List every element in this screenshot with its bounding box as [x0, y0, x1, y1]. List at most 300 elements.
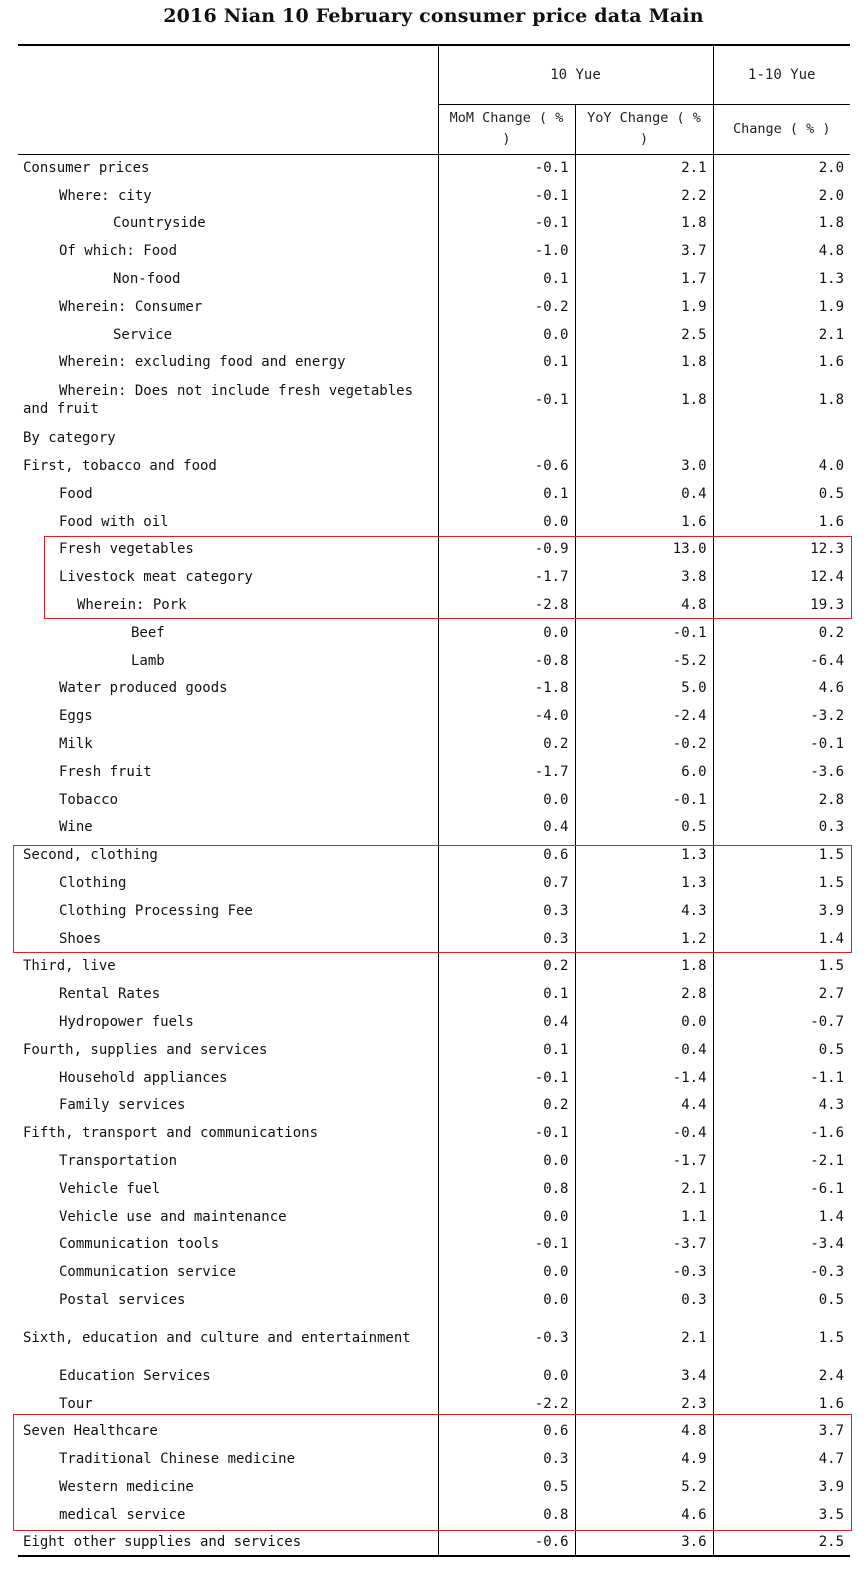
row-label-text: Hydropower fuels: [59, 1014, 194, 1030]
table-row: [18, 1501, 850, 1529]
row-label-text: Vehicle use and maintenance: [59, 1208, 287, 1225]
cell-yoy: 4.8: [575, 1417, 713, 1445]
table-row: [18, 237, 850, 265]
row-label: [18, 563, 438, 591]
cell-cum: 2.0: [713, 154, 850, 182]
row-label: [18, 897, 438, 925]
cell-yoy: 1.8: [575, 953, 713, 981]
cell-mom: -0.1: [438, 182, 575, 210]
row-label: [18, 508, 438, 536]
cell-yoy: 0.5: [575, 814, 713, 842]
row-label-text: Food with oil: [59, 513, 169, 530]
row-label: [18, 1230, 438, 1258]
cell-mom: 0.4: [438, 1008, 575, 1036]
row-label: [18, 349, 438, 377]
cell-cum: 1.5: [713, 869, 850, 897]
row-label: [18, 237, 438, 265]
cell-cum: -0.7: [713, 1008, 850, 1036]
row-label: [18, 1417, 438, 1445]
row-label-text: Fourth, supplies and services: [23, 1041, 268, 1058]
cell-cum: 1.8: [713, 210, 850, 238]
row-label-text: Second, clothing: [23, 847, 158, 864]
table-row: [18, 897, 850, 925]
row-label-text: Education Services: [59, 1367, 211, 1384]
row-label-text: Beef: [131, 624, 165, 641]
label-header-cell: [18, 45, 438, 154]
cell-mom: -0.3: [438, 1314, 575, 1362]
cell-yoy: 3.7: [575, 237, 713, 265]
cell-cum: 4.3: [713, 1092, 850, 1120]
row-label: [18, 1314, 438, 1362]
row-label: [18, 1036, 438, 1064]
table-row: [18, 321, 850, 349]
row-label-text: By category: [23, 430, 116, 447]
cell-mom: -1.7: [438, 563, 575, 591]
table-row: [18, 1417, 850, 1445]
row-label-text: Sixth, education and culture and entertainment: [23, 1329, 411, 1346]
table-row: [18, 349, 850, 377]
cell-cum: -3.4: [713, 1230, 850, 1258]
row-label-text: Fifth, transport and communications: [23, 1125, 319, 1142]
row-label: [18, 869, 438, 897]
table-row: [18, 786, 850, 814]
table-row: [18, 1203, 850, 1231]
row-label: [18, 619, 438, 647]
cell-cum: 0.2: [713, 619, 850, 647]
table-row: [18, 647, 850, 675]
cell-mom: 0.0: [438, 1147, 575, 1175]
table-row: [18, 814, 850, 842]
cell-yoy: 3.0: [575, 452, 713, 480]
cell-cum: 1.8: [713, 376, 850, 424]
table-row: [18, 702, 850, 730]
row-label-text: Vehicle fuel: [59, 1180, 161, 1197]
row-label-text: Service: [113, 326, 173, 343]
row-label-text: Tobacco: [59, 791, 119, 808]
table-row: [18, 210, 850, 238]
table-row: [18, 1445, 850, 1473]
cell-mom: -1.7: [438, 758, 575, 786]
cell-cum: 1.4: [713, 1203, 850, 1231]
row-label: [18, 647, 438, 675]
row-label: [18, 182, 438, 210]
cell-yoy: 2.5: [575, 321, 713, 349]
cell-mom: 0.7: [438, 869, 575, 897]
cell-yoy: 5.0: [575, 675, 713, 703]
cell-mom: 0.0: [438, 1362, 575, 1390]
cell-mom: 0.0: [438, 1258, 575, 1286]
row-label-text: Wherein: Does not include fresh vegetables and fruit: [23, 383, 414, 418]
row-label-text: Wherein: excluding food and energy: [59, 354, 346, 371]
cell-mom: 0.3: [438, 925, 575, 953]
cell-mom: 0.2: [438, 730, 575, 758]
cell-mom: 0.0: [438, 786, 575, 814]
cell-yoy: 2.1: [575, 1175, 713, 1203]
table-row: [18, 1529, 850, 1557]
row-label: [18, 265, 438, 293]
row-label: [18, 1119, 438, 1147]
table-header: [18, 45, 850, 154]
cell-cum: -0.1: [713, 730, 850, 758]
row-label-text: Household appliances: [59, 1069, 228, 1086]
cell-mom: -0.8: [438, 647, 575, 675]
table-row: [18, 1064, 850, 1092]
cell-yoy: -0.1: [575, 619, 713, 647]
cpi-table: [18, 44, 850, 1557]
cell-mom: 0.5: [438, 1473, 575, 1501]
row-label-text: Milk: [59, 736, 93, 753]
cell-mom: -0.1: [438, 1119, 575, 1147]
cell-cum: -1.1: [713, 1064, 850, 1092]
cell-yoy: 1.3: [575, 869, 713, 897]
row-label-text: Traditional Chinese medicine: [59, 1451, 296, 1468]
cell-yoy: 0.4: [575, 480, 713, 508]
cell-mom: -2.2: [438, 1390, 575, 1418]
header-month-group: 10 Yue: [438, 45, 713, 104]
table-row: [18, 1286, 850, 1314]
table-row: [18, 980, 850, 1008]
cell-cum: 3.5: [713, 1501, 850, 1529]
row-label: [18, 1064, 438, 1092]
row-label: [18, 321, 438, 349]
table-row: [18, 154, 850, 182]
row-label-text: Water produced goods: [59, 680, 228, 697]
table-row: [18, 1362, 850, 1390]
cell-yoy: -0.1: [575, 786, 713, 814]
header-ytd-group: 1-10 Yue: [713, 45, 850, 104]
cell-cum: 0.3: [713, 814, 850, 842]
row-label: [18, 1286, 438, 1314]
cell-yoy: 2.1: [575, 154, 713, 182]
header-cum: Change ( % ): [713, 104, 850, 154]
cell-mom: -0.1: [438, 154, 575, 182]
cell-yoy: 6.0: [575, 758, 713, 786]
row-label: [18, 154, 438, 182]
cell-yoy: 0.4: [575, 1036, 713, 1064]
cell-cum: 1.4: [713, 925, 850, 953]
table-row: [18, 1390, 850, 1418]
table-row: [18, 758, 850, 786]
row-label: [18, 1390, 438, 1418]
row-label-text: Family services: [59, 1097, 186, 1114]
table-row: [18, 376, 850, 424]
cell-mom: 0.3: [438, 1445, 575, 1473]
row-label-text: Fresh vegetables: [59, 541, 194, 558]
cell-cum: 2.5: [713, 1529, 850, 1557]
cell-yoy: 1.6: [575, 508, 713, 536]
row-label-text: Eggs: [59, 708, 93, 725]
header-yoy: YoY Change ( % ): [575, 104, 713, 154]
row-label: [18, 1501, 438, 1529]
cell-mom: 0.2: [438, 1092, 575, 1120]
row-label: [18, 675, 438, 703]
cell-mom: -0.2: [438, 293, 575, 321]
cell-mom: 0.1: [438, 980, 575, 1008]
table-row: [18, 1314, 850, 1362]
table-row: [18, 841, 850, 869]
row-label-text: Wherein: Pork: [77, 597, 187, 614]
cell-yoy: 1.8: [575, 210, 713, 238]
table-row: [18, 452, 850, 480]
cell-yoy: 4.4: [575, 1092, 713, 1120]
cell-yoy: -1.4: [575, 1064, 713, 1092]
cell-yoy: 0.0: [575, 1008, 713, 1036]
cell-mom: -0.9: [438, 536, 575, 564]
table-row: [18, 424, 850, 452]
cell-yoy: -2.4: [575, 702, 713, 730]
row-label: [18, 758, 438, 786]
cell-yoy: 4.9: [575, 1445, 713, 1473]
cell-mom: 0.0: [438, 321, 575, 349]
row-label: [18, 980, 438, 1008]
row-label-text: Communication service: [59, 1264, 237, 1281]
cell-mom: 0.8: [438, 1175, 575, 1203]
table-row: [18, 1473, 850, 1501]
cell-cum: 2.0: [713, 182, 850, 210]
row-label-text: Eight other supplies and services: [23, 1534, 302, 1551]
cell-cum: 0.5: [713, 1036, 850, 1064]
row-label-text: Fresh fruit: [59, 763, 152, 780]
cell-cum: 1.5: [713, 953, 850, 981]
row-label-text: medical service: [59, 1506, 186, 1523]
cell-cum: -1.6: [713, 1119, 850, 1147]
cell-yoy: 2.3: [575, 1390, 713, 1418]
table-row: [18, 730, 850, 758]
cell-cum: 1.9: [713, 293, 850, 321]
cell-cum: -3.2: [713, 702, 850, 730]
table-row: [18, 508, 850, 536]
row-label: [18, 702, 438, 730]
cell-mom: 0.6: [438, 1417, 575, 1445]
table-row: [18, 591, 850, 619]
row-label: [18, 841, 438, 869]
table-row: [18, 1036, 850, 1064]
cell-cum: 19.3: [713, 591, 850, 619]
table-row: [18, 1147, 850, 1175]
cell-yoy: [575, 424, 713, 452]
table-row: [18, 953, 850, 981]
table-row: [18, 925, 850, 953]
table-row: [18, 1119, 850, 1147]
row-label: [18, 730, 438, 758]
row-label-text: Third, live: [23, 958, 116, 975]
row-label-text: Non-food: [113, 271, 181, 288]
row-label-text: Rental Rates: [59, 986, 161, 1003]
cell-cum: 2.8: [713, 786, 850, 814]
cell-mom: 0.0: [438, 508, 575, 536]
cell-cum: 1.6: [713, 1390, 850, 1418]
table-body: [18, 154, 850, 1556]
table-row: [18, 619, 850, 647]
row-label: [18, 1092, 438, 1120]
cell-cum: -3.6: [713, 758, 850, 786]
row-label: [18, 1258, 438, 1286]
cell-cum: 4.0: [713, 452, 850, 480]
cell-mom: 0.3: [438, 897, 575, 925]
cell-mom: 0.1: [438, 480, 575, 508]
row-label-text: Livestock meat category: [59, 569, 253, 586]
cell-cum: 1.5: [713, 841, 850, 869]
cell-cum: 1.3: [713, 265, 850, 293]
page-title: 2016 Nian 10 February consumer price data Main: [163, 5, 704, 27]
cell-mom: -1.8: [438, 675, 575, 703]
cell-mom: 0.0: [438, 1286, 575, 1314]
row-label-text: Countryside: [113, 215, 206, 232]
row-label: [18, 293, 438, 321]
row-label: [18, 786, 438, 814]
row-label: [18, 814, 438, 842]
row-label: [18, 1529, 438, 1557]
row-label: [18, 1362, 438, 1390]
row-label-text: Of which: Food: [59, 243, 178, 260]
cell-yoy: -3.7: [575, 1230, 713, 1258]
cell-cum: 1.6: [713, 349, 850, 377]
cell-cum: 4.8: [713, 237, 850, 265]
cell-mom: 0.1: [438, 1036, 575, 1064]
cell-yoy: -0.4: [575, 1119, 713, 1147]
cell-yoy: 4.3: [575, 897, 713, 925]
cell-mom: 0.1: [438, 349, 575, 377]
cell-mom: 0.1: [438, 265, 575, 293]
table-row: [18, 869, 850, 897]
cell-yoy: -0.2: [575, 730, 713, 758]
row-label: [18, 210, 438, 238]
row-label-text: First, tobacco and food: [23, 458, 217, 475]
table-row: [18, 563, 850, 591]
table-row: [18, 536, 850, 564]
cell-cum: 1.5: [713, 1314, 850, 1362]
cell-cum: -6.4: [713, 647, 850, 675]
row-label-text: Communication tools: [59, 1236, 220, 1253]
cell-cum: [713, 424, 850, 452]
cell-yoy: 1.9: [575, 293, 713, 321]
cell-yoy: 0.3: [575, 1286, 713, 1314]
cell-mom: [438, 424, 575, 452]
cell-cum: 2.1: [713, 321, 850, 349]
cell-mom: -0.1: [438, 1230, 575, 1258]
row-label-text: Tour: [59, 1395, 93, 1412]
cell-yoy: 1.1: [575, 1203, 713, 1231]
cell-yoy: 4.6: [575, 1501, 713, 1529]
cell-cum: 3.9: [713, 1473, 850, 1501]
cell-cum: -2.1: [713, 1147, 850, 1175]
row-label-text: Wine: [59, 819, 93, 836]
cell-yoy: -0.3: [575, 1258, 713, 1286]
row-label: [18, 376, 438, 424]
row-label-text: Food: [59, 485, 93, 502]
row-label-text: Lamb: [131, 652, 165, 669]
cell-yoy: -5.2: [575, 647, 713, 675]
row-label-text: Transportation: [59, 1152, 178, 1169]
cell-yoy: 4.8: [575, 591, 713, 619]
row-label-text: Western medicine: [59, 1478, 194, 1495]
cell-yoy: 1.8: [575, 376, 713, 424]
row-label-text: Clothing: [59, 875, 127, 892]
row-label: [18, 591, 438, 619]
row-label: [18, 1445, 438, 1473]
cell-yoy: 1.2: [575, 925, 713, 953]
row-label-text: Where: city: [59, 187, 152, 204]
cell-cum: 0.5: [713, 480, 850, 508]
cell-cum: 4.7: [713, 1445, 850, 1473]
cell-yoy: 1.8: [575, 349, 713, 377]
cell-mom: -1.0: [438, 237, 575, 265]
cell-mom: -4.0: [438, 702, 575, 730]
cell-mom: -0.6: [438, 1529, 575, 1557]
row-label: [18, 1175, 438, 1203]
cell-cum: 0.5: [713, 1286, 850, 1314]
cell-yoy: 2.1: [575, 1314, 713, 1362]
table-row: [18, 293, 850, 321]
header-mom: MoM Change ( % ): [438, 104, 575, 154]
cell-mom: 0.0: [438, 619, 575, 647]
cell-cum: -0.3: [713, 1258, 850, 1286]
cell-cum: 4.6: [713, 675, 850, 703]
row-label-text: Shoes: [59, 930, 102, 947]
cell-yoy: 3.6: [575, 1529, 713, 1557]
table-row: [18, 480, 850, 508]
row-label-text: Wherein: Consumer: [59, 298, 203, 315]
row-label: [18, 536, 438, 564]
row-label-text: Seven Healthcare: [23, 1423, 158, 1440]
table-row: [18, 182, 850, 210]
cell-yoy: 13.0: [575, 536, 713, 564]
table-row: [18, 1092, 850, 1120]
table-row: [18, 1258, 850, 1286]
table-row: [18, 1230, 850, 1258]
row-label: [18, 1473, 438, 1501]
cell-yoy: 1.7: [575, 265, 713, 293]
cell-cum: 3.9: [713, 897, 850, 925]
cell-mom: 0.4: [438, 814, 575, 842]
table-row: [18, 265, 850, 293]
cell-mom: 0.0: [438, 1203, 575, 1231]
table-row: [18, 1175, 850, 1203]
cell-mom: -0.1: [438, 376, 575, 424]
cell-cum: 3.7: [713, 1417, 850, 1445]
cell-cum: 2.7: [713, 980, 850, 1008]
cell-yoy: 3.8: [575, 563, 713, 591]
cell-mom: -2.8: [438, 591, 575, 619]
cell-cum: 1.6: [713, 508, 850, 536]
cell-cum: -6.1: [713, 1175, 850, 1203]
cell-yoy: 1.3: [575, 841, 713, 869]
row-label: [18, 953, 438, 981]
cell-cum: 12.4: [713, 563, 850, 591]
row-label: [18, 1203, 438, 1231]
cell-mom: -0.1: [438, 210, 575, 238]
row-label-text: Clothing Processing Fee: [59, 902, 253, 919]
row-label: [18, 424, 438, 452]
cell-mom: -0.6: [438, 452, 575, 480]
cell-cum: 12.3: [713, 536, 850, 564]
cell-yoy: -1.7: [575, 1147, 713, 1175]
cell-cum: 2.4: [713, 1362, 850, 1390]
row-label-text: Postal services: [59, 1291, 186, 1308]
cell-yoy: 2.8: [575, 980, 713, 1008]
cell-yoy: 2.2: [575, 182, 713, 210]
table-row: [18, 675, 850, 703]
cell-mom: -0.1: [438, 1064, 575, 1092]
row-label: [18, 1147, 438, 1175]
cell-mom: 0.2: [438, 953, 575, 981]
cell-yoy: 3.4: [575, 1362, 713, 1390]
row-label: [18, 925, 438, 953]
cell-mom: 0.8: [438, 1501, 575, 1529]
table-row: [18, 1008, 850, 1036]
cell-yoy: 5.2: [575, 1473, 713, 1501]
row-label-text: Consumer prices: [23, 160, 150, 177]
